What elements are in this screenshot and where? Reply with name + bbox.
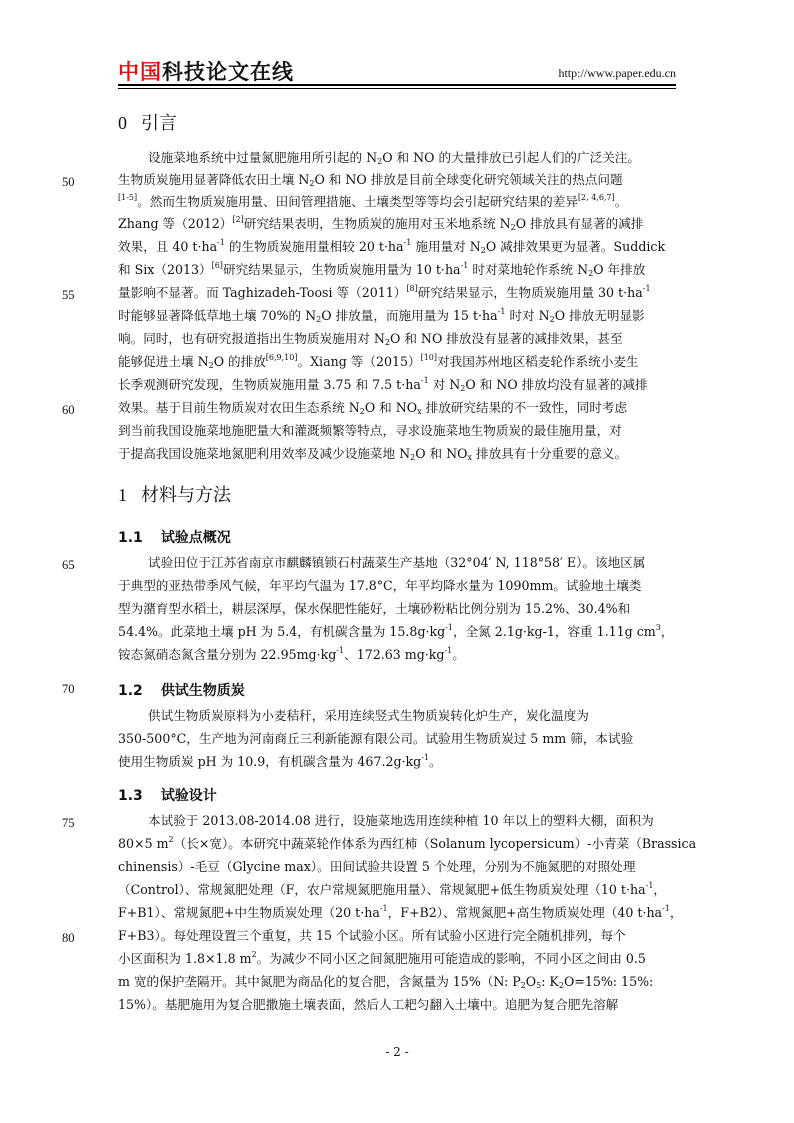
subsection-heading: 1.2 供试生物质炭 — [118, 683, 245, 699]
header-rule-thin — [118, 88, 676, 89]
citation: [2, 4,6,7] — [577, 193, 615, 202]
text-line: 铵态氮硝态氮含量分别为 $22.95mg\cdot kg^{-1}$、172.63 $mg\cdot kg^{-1}$。 — [118, 646, 465, 662]
text-line: 到当前我国设施菜地施肥量大和灌溉频繁等特点，寻求设施菜地生物质炭的最佳施用量，对 — [118, 423, 622, 438]
text-line: 能够促进土壤 $N_2O$ 的排放[6,9,10]。Xiang 等（2015）[10]对我国苏州地区稻麦轮作系统小麦生 — [118, 353, 639, 370]
text-line: 80×5 $m^2$（长×宽）。本研究中蔬菜轮作体系为西红柿（Solanum lycopersicum）-小青菜（Brassica — [118, 835, 697, 851]
text-line: chinensis）-毛豆（Glycine max）。田间试验共设置 5 个处理，分别为不施氮肥的对照处理 — [118, 859, 636, 874]
text-line: 生物质炭施用显著降低农田土壤 $N_2O$ 和 NO 排放是目前全球变化研究领域关注的热点问题 — [118, 172, 623, 188]
citation: [2] — [232, 215, 244, 224]
text-line: 小区面积为 1.8×1.8 $m^2$。为减少不同小区之间氮肥施用可能造成的影响，不同小区之间由 0.5 — [118, 950, 646, 966]
citation: [8] — [406, 284, 418, 293]
text-line: 设施菜地系统中过量氮肥施用所引起的 $N_2O$ 和 NO 的大量排放已引起人们的广泛关注。 — [148, 150, 640, 166]
page-header — [118, 56, 676, 84]
text-line: 使用生物质炭 pH 为 10.9，有机碳含量为 $467.2g\cdot kg^{-1}$。 — [118, 753, 442, 769]
section-heading-intro — [118, 109, 177, 135]
text-line: 供试生物质炭原料为小麦秸秆，采用连续竖式生物质炭转化炉生产，炭化温度为 — [148, 708, 589, 723]
logo-red-text: 中国 — [118, 60, 162, 84]
logo-black-text: 科技论文在线 — [162, 60, 294, 84]
text-line: 长季观测研究发现，生物质炭施用量 3.75 和 7.5 $t\cdot ha^{-1}$ 对 $N_2O$ 和 NO 排放均没有显著的减排 — [118, 376, 648, 393]
text-line: 试验田位于江苏省南京市麒麟镇锁石村蔬菜生产基地（32°04′ N, 118°58′ E）。该地区属 — [148, 555, 646, 570]
line-number: 75 — [62, 816, 75, 830]
citation: [10] — [420, 353, 438, 362]
section-number: 0 — [118, 113, 127, 133]
journal-logo — [118, 56, 294, 86]
subsection-heading: 1.1 试验点概况 — [118, 530, 231, 546]
section-number: 1 — [118, 485, 127, 505]
section-title: 引言 — [141, 113, 177, 134]
text-line: 54.4%。此菜地土壤 pH 为 5.4，有机碳含量为 $15.8g\cdot kg^{-1}$，全氮 2.1g·kg-1，容重 1.11g $cm^3$， — [118, 623, 674, 639]
header-url[interactable]: http://www.paper.edu.cn — [558, 66, 676, 80]
text-line: [1-5]。然而生物质炭施用量、田间管理措施、土壤类型等等均会引起研究结果的差异[2, 4,6,7]。 — [118, 193, 628, 209]
text-line: m 宽的保护垄隔开。其中氮肥为商品化的复合肥，含氮量为 15%（N: $P_2O_5$: $K_2O=15\%$: 15%: — [118, 974, 654, 990]
line-number: 50 — [62, 175, 75, 189]
text-line: 效果，且 40 $t\cdot ha^{-1}$ 的生物质炭施用量相较 20 $t\cdot ha^{-1}$ 施用量对 $N_2O$ 减排效果更为显著。Suddick — [118, 238, 666, 255]
text-line: 效果。基于目前生物质炭对农田生态系统 $N_2O$ 和 $NO_x$ 排放研究结果的不一致性，同时考虑 — [118, 400, 628, 416]
text-line: （Control）、常规氮肥处理（F，农户常规氮肥施用量）、常规氮肥+低生物质炭处理（10 $t\cdot ha^{-1}$， — [118, 881, 666, 897]
line-number: 65 — [62, 558, 75, 572]
subsection-heading: 1.3 试验设计 — [118, 788, 217, 804]
text-line: Zhang 等（2012）[2]研究结果表明，生物质炭的施用对玉米地系统 $N_2O$ 排放具有显著的减排 — [118, 215, 644, 232]
section-title: 材料与方法 — [141, 485, 231, 506]
text-line: 15%）。基肥施用为复合肥撒施土壤表面，然后人工耙匀翻入土壤中。追肥为复合肥先溶解 — [118, 997, 619, 1012]
text-line: 本试验于 2013.08-2014.08 进行，设施菜地选用连续种植 10 年以上的塑料大棚，面积为 — [148, 813, 654, 828]
line-number: 60 — [62, 403, 75, 417]
page-number: - 2 - — [385, 1045, 409, 1059]
citation: [6] — [211, 261, 223, 270]
header-rule — [118, 84, 676, 86]
text-line: F+B1）、常规氮肥+中生物质炭处理（20 $t\cdot ha^{-1}$，F+B2）、常规氮肥+高生物质炭处理（40 $t\cdot ha^{-1}$， — [118, 904, 683, 920]
text-line: 量影响不显著。而 Taghizadeh-Toosi 等（2011）[8]研究结果显示，生物质炭施用量 30 $t\cdot ha^{-1}$ — [118, 284, 651, 300]
section-heading-methods — [118, 481, 231, 507]
line-number: 70 — [62, 682, 75, 696]
text-line: 350-500°C，生产地为河南商丘三利新能源有限公司。试验用生物质炭过 5 mm 筛，本试验 — [118, 731, 634, 746]
line-number: 80 — [62, 931, 75, 945]
text-line: 时能够显著降低草地土壤 70%的 $N_2O$ 排放量，而施用量为 15 $t\cdot ha^{-1}$ 时对 $N_2O$ 排放无明显影 — [118, 307, 645, 324]
citation: [6,9,10] — [265, 353, 298, 362]
citation: [1-5] — [118, 193, 138, 202]
text-line: 于提高我国设施菜地氮肥利用效率及减少设施菜地 $N_2O$ 和 $NO_x$ 排放具有十分重要的意义。 — [118, 446, 628, 462]
text-line: 于典型的亚热带季风气候，年平均气温为 17.8°C，年平均降水量为 1090mm。试验地土壤类 — [118, 578, 642, 593]
text-line: 响。同时，也有研究报道指出生物质炭施用对 $N_2O$ 和 NO 排放没有显著的减排效果，甚至 — [118, 331, 623, 347]
text-line: 型为潴育型水稻土，耕层深厚，保水保肥性能好，土壤砂粉粘比例分别为 15.2%、30.4%和 — [118, 601, 631, 616]
line-number: 55 — [62, 288, 75, 302]
text-line: F+B3）。每处理设置三个重复，共 15 个试验小区。所有试验小区进行完全随机排列，每个 — [118, 928, 626, 943]
text-line: 和 Six（2013）[6]研究结果显示，生物质炭施用量为 10 $t\cdot ha^{-1}$ 时对菜地轮作系统 $N_2O$ 年排放 — [118, 261, 646, 278]
